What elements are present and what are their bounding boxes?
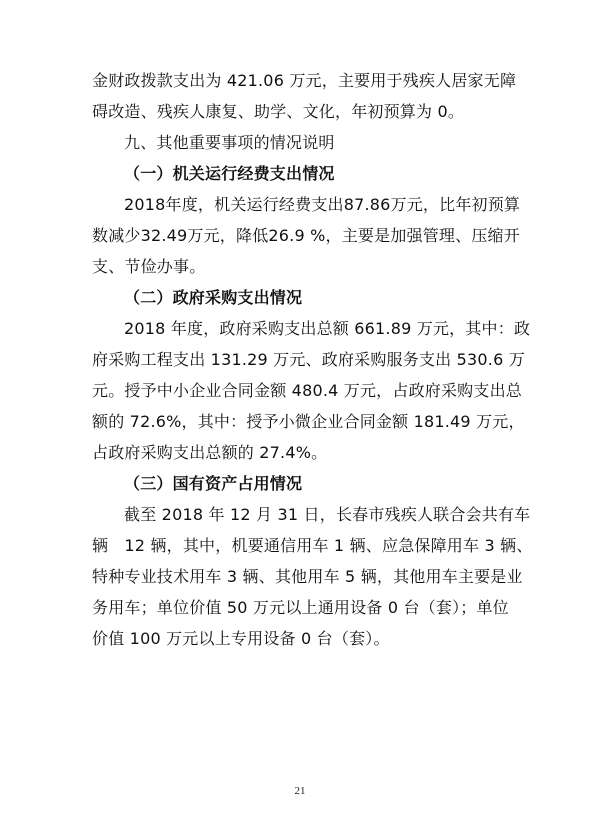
page-number: 21 [294,785,306,797]
paragraph-line: 碍改造、残疾人康复、助学、文化，年初预算为 0。 [92,102,465,121]
paragraph-line: 额的 72.6%，其中：授予小微企业合同金额 181.49 万元， [92,412,525,431]
subsection-heading: （三）国有资产占用情况 [124,474,303,493]
subsection-heading: （一）机关运行经费支出情况 [124,164,335,183]
paragraph-line: 截至 2018 年 12 月 31 日，长春市残疾人联合会共有车 [124,505,531,524]
paragraph-line: 金财政拨款支出为 421.06 万元，主要用于残疾人居家无障 [92,71,517,90]
subsection-heading: （二）政府采购支出情况 [124,288,303,307]
paragraph-line: 务用车；单位价值 50 万元以上通用设备 0 台（套）；单位 [92,598,509,617]
paragraph-line: 数减少32.49万元，降低26.9 %，主要是加强管理、压缩开 [92,226,520,245]
paragraph-line: 占政府采购支出总额的 27.4%。 [92,443,328,462]
paragraph-line: 2018 年度，政府采购支出总额 661.89 万元，其中：政 [124,319,531,338]
section-title: 九、其他重要事项的情况说明 [124,133,335,152]
paragraph-line: 特种专业技术用车 3 辆、其他用车 5 辆，其他用车主要是业 [92,567,523,586]
paragraph-line: 支、节俭办事。 [92,257,206,276]
paragraph-line: 府采购工程支出 131.29 万元、政府采购服务支出 530.6 万 [92,350,525,369]
paragraph-line: 元。授予中小企业合同金额 480.4 万元，占政府采购支出总 [92,381,522,400]
paragraph-line: 价值 100 万元以上专用设备 0 台（套）。 [92,629,390,648]
paragraph-line: 2018年度，机关运行经费支出87.86万元，比年初预算 [124,195,521,214]
paragraph-line: 辆 12 辆，其中，机要通信用车 1 辆、应急保障用车 3 辆、 [92,536,533,555]
